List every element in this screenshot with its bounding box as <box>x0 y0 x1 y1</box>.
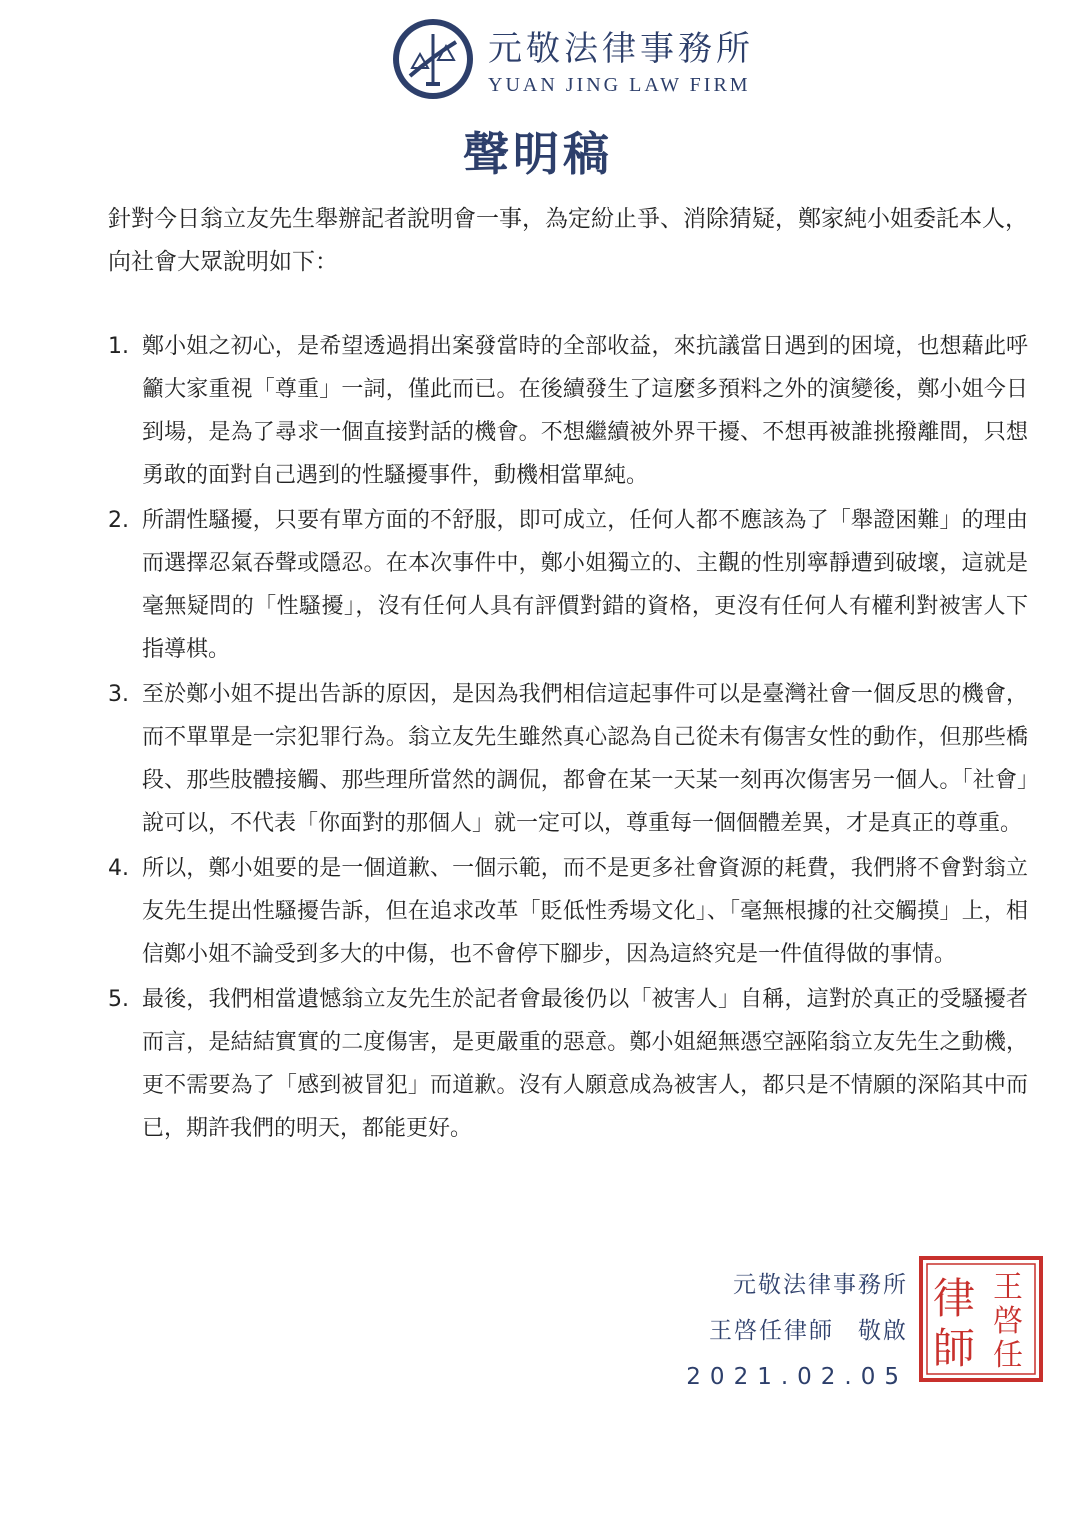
item-number: 3. <box>108 682 129 707</box>
item-text: 所謂性騷擾，只要有單方面的不舒服，即可成立，任何人都不應該為了「舉證困難」的理由而選擇忍氣吞聲或隱忍。在本次事件中，鄭小姐獨立的、主觀的性別寧靜遭到破壞，這就是毫無疑問的「性騷擾」，沒有任何人具有評價對錯的資格，更沒有任何人有權利對被害人下指導棋。 <box>142 508 1028 662</box>
svg-text:啓: 啓 <box>993 1304 1023 1339</box>
item-text: 鄭小姐之初心，是希望透過捐出案發當時的全部收益，來抗議當日遇到的困境，也想藉此呼籲大家重視「尊重」一詞，僅此而已。在後續發生了這麼多預料之外的演變後，鄭小姐今日到場，是為了尋求一個直接對話的機會。不想繼續被外界干擾、不想再被誰挑撥離間，只想勇敢的面對自己遇到的性騷擾事件，動機相當單純。 <box>142 334 1028 488</box>
signature-lawyer-line <box>686 1308 908 1354</box>
item-number: 2. <box>108 508 129 533</box>
statement-list <box>108 325 1028 1152</box>
scales-of-justice-logo-icon <box>390 16 476 102</box>
item-number: 1. <box>108 334 129 359</box>
svg-text:師: 師 <box>932 1324 976 1373</box>
list-item <box>108 847 1028 976</box>
list-item <box>108 978 1028 1150</box>
list-item <box>108 499 1028 671</box>
firm-name-chinese: 元敬法律事務所 <box>488 29 754 69</box>
letterhead <box>390 16 754 102</box>
item-text: 所以，鄭小姐要的是一個道歉、一個示範，而不是更多社會資源的耗費，我們將不會對翁立友先生提出性騷擾告訴，但在追求改革「貶低性秀場文化」、「毫無根據的社交觸摸」上，相信鄭小姐不論受到多大的中傷，也不會停下腳步，因為這終究是一件值得做的事情。 <box>142 856 1028 967</box>
firm-name-english: YUAN JING LAW FIRM <box>488 74 751 96</box>
intro-paragraph: 針對今日翁立友先生舉辦記者說明會一事，為定紛止爭、消除猜疑，鄭家純小姐委託本人，向社會大眾說明如下： <box>108 206 1028 275</box>
item-text: 至於鄭小姐不提出告訴的原因，是因為我們相信這起事件可以是臺灣社會一個反思的機會，而不單單是一宗犯罪行為。翁立友先生雖然真心認為自己從未有傷害女性的動作，但那些橋段、那些肢體接觸、那些理所當然的調侃，都會在某一天某一刻再次傷害另一個人。「社會」說可以，不代表「你面對的那個人」就一定可以，尊重每一個個體差異，才是真正的尊重。 <box>142 682 1028 836</box>
list-item <box>108 325 1028 497</box>
signature-closing: 敬啟 <box>858 1318 908 1344</box>
signature-date: 2021.02.05 <box>686 1364 908 1390</box>
red-seal-stamp-icon <box>918 1255 1044 1383</box>
svg-text:王: 王 <box>993 1270 1023 1305</box>
signature-firm: 元敬法律事務所 <box>733 1272 908 1298</box>
item-number: 4. <box>108 856 129 881</box>
item-text: 最後，我們相當遺憾翁立友先生於記者會最後仍以「被害人」自稱，這對於真正的受騷擾者而言，是結結實實的二度傷害，是更嚴重的惡意。鄭小姐絕無憑空誣陷翁立友先生之動機，更不需要為了「感到被冒犯」而道歉。沒有人願意成為被害人，都只是不情願的深陷其中而已，期許我們的明天，都能更好。 <box>142 987 1028 1141</box>
list-item <box>108 673 1028 845</box>
svg-text:律: 律 <box>932 1274 976 1323</box>
svg-text:任: 任 <box>993 1338 1023 1373</box>
document-title: 聲明稿 <box>463 127 613 181</box>
signature-lawyer: 王啓任律師 <box>709 1318 834 1344</box>
item-number: 5. <box>108 987 129 1012</box>
signature-block <box>686 1262 908 1400</box>
